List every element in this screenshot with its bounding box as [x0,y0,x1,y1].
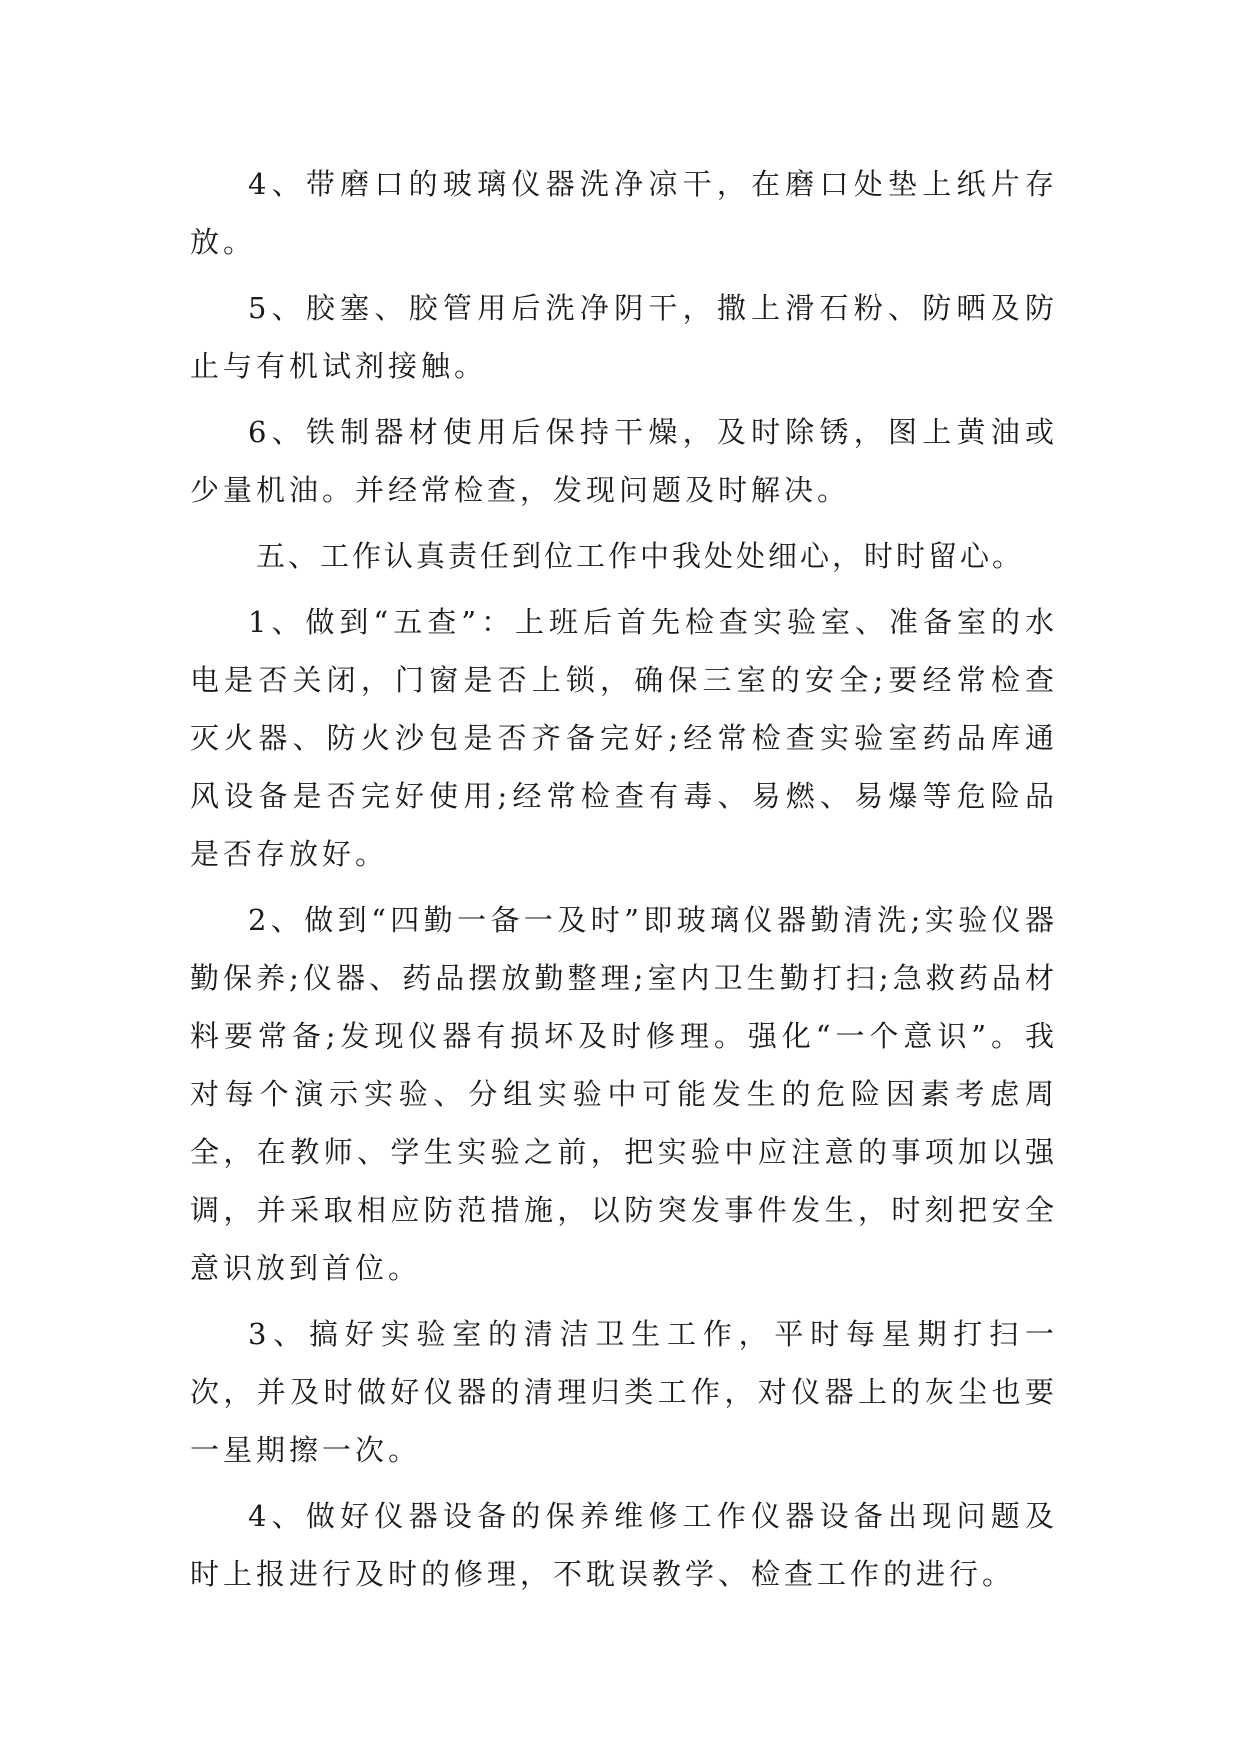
paragraph-item-5-rubber: 5、胶塞、胶管用后洗净阴干，撒上滑石粉、防晒及防止与有机试剂接触。 [190,291,1058,383]
paragraph-item-2-four-diligence: 2、做到“四勤一备一及时”即玻璃仪器勤清洗;实验仪器勤保养;仪器、药品摆放勤整理;室内卫生勤打扫;急救药品材料要常备;发现仪器有损坏及时修理。强化“一个意识”。我对每个演示实验、分组实验中可能发生的危险因素考虑周全，在教师、学生实验之前，把实验中应注意的事项加以强调，并采取相应防范措施，以防突发事件发生，时刻把安全意识放到首位。 [190,903,1058,1285]
paragraph-item-3-cleaning: 3、搞好实验室的清洁卫生工作，平时每星期打扫一次，并及时做好仪器的清理归类工作，对仪器上的灰尘也要一星期擦一次。 [190,1317,1058,1467]
paragraph-item-4-ground-glass: 4、带磨口的玻璃仪器洗净凉干，在磨口处垫上纸片存放。 [190,167,1058,259]
document-body [190,155,1058,1611]
paragraph-item-1-five-checks: 1、做到“五查”：上班后首先检查实验室、准备室的水电是否关闭，门窗是否上锁，确保三室的安全;要经常检查灭火器、防火沙包是否齐备完好;经常检查实验室药品库通风设备是否完好使用;经常检查有毒、易燃、易爆等危险品是否存放好。 [190,605,1058,871]
section-heading-five: 五、工作认真责任到位工作中我处处细心，时时留心。 [256,539,1025,573]
paragraph-item-4-maintenance: 4、做好仪器设备的保养维修工作仪器设备出现问题及时上报进行及时的修理，不耽误教学、检查工作的进行。 [190,1499,1058,1591]
paragraph-item-6-iron: 6、铁制器材使用后保持干燥，及时除锈，图上黄油或少量机油。并经常检查，发现问题及时解决。 [190,415,1058,507]
